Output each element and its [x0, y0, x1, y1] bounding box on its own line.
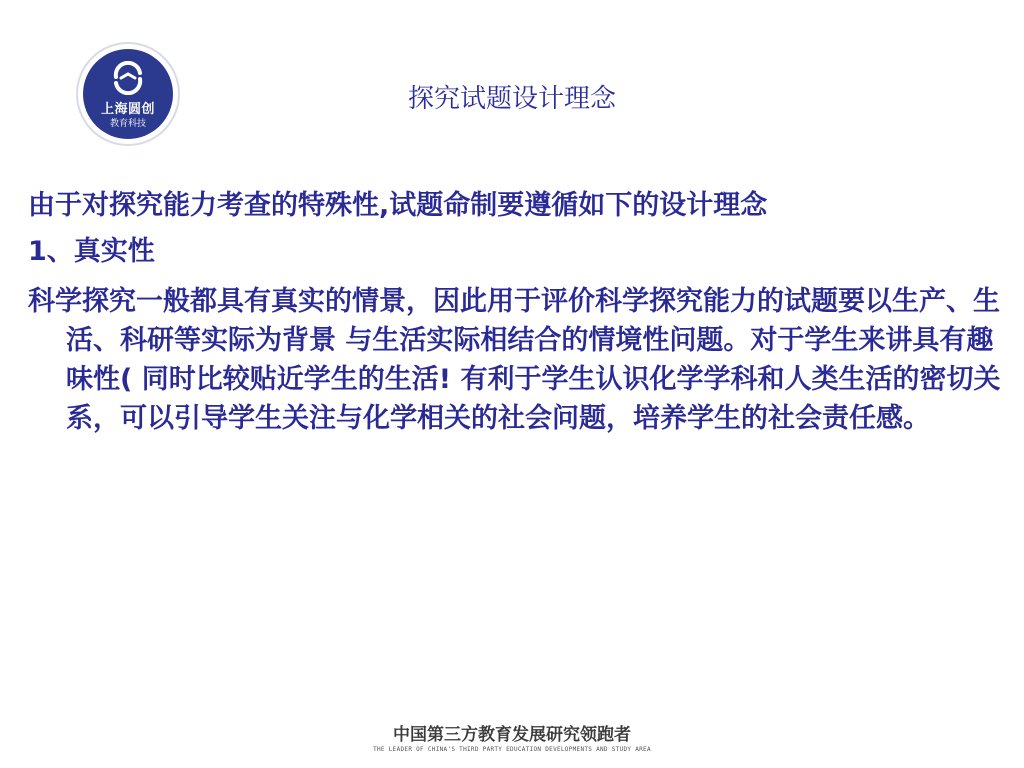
body-paragraph: 科学探究一般都具有真实的情景，因此用于评价科学探究能力的试题要以生产、生活、科研等实际为背景 与生活实际相结合的情境性问题。对于学生来讲具有趣味性( 同时比较贴近学生的生活! 有利于学生认识化学学科和人类生活的密切关系，可以引导学生关注与化学相关的社会问题，培养学生的社会责任感。	[28, 286, 1001, 434]
logo-name: 上海圆创	[100, 102, 155, 117]
intro-text: 由于对探究能力考查的特殊性,试题命制要遵循如下的设计理念	[28, 190, 768, 221]
logo-subtitle: 教育科技	[109, 119, 146, 129]
slide-title: 探究试题设计理念	[407, 84, 616, 114]
section-heading: 1、真实性	[28, 236, 155, 267]
footer-subtitle: THE LEADER OF CHINA'S THIRD PARTY EDUCATION DEVELOPMENTS AND STUDY AREA	[373, 746, 651, 753]
slide-content	[28, 186, 1018, 438]
footer-slogan: 中国第三方教育发展研究领跑者	[393, 725, 631, 745]
